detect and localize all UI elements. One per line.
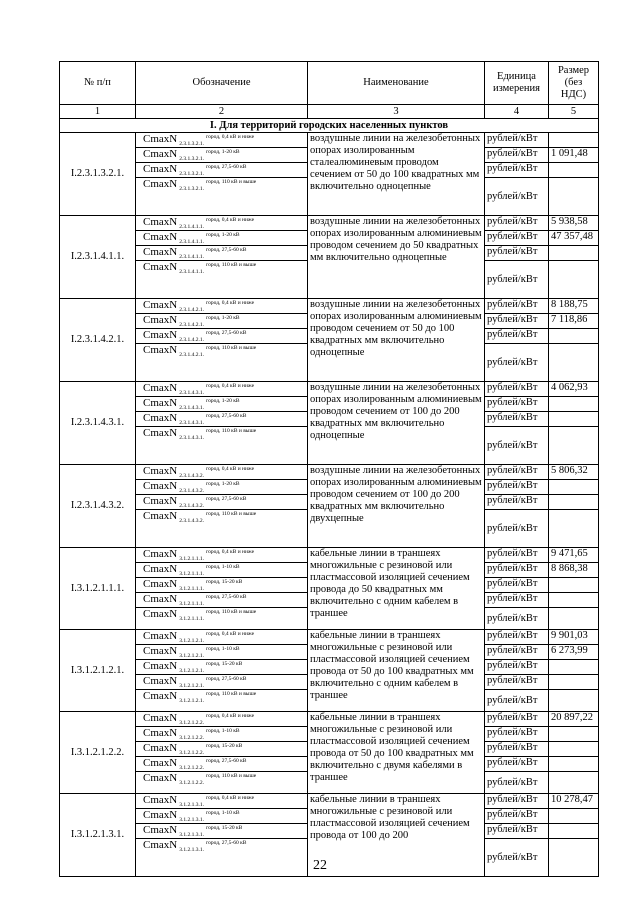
column-number: 2: [136, 105, 308, 119]
tariff-table-body: [60, 62, 599, 877]
designation-superscript: город, 0,4 кВ и ниже: [205, 549, 255, 555]
designation-cell: [136, 824, 308, 839]
designation-subscript: 3.1.2.1.1.1.: [179, 556, 204, 562]
designation-subscript: 2.3.1.3.2.1.: [179, 171, 204, 177]
column-number-row: [60, 105, 599, 119]
unit-cell: рублей/кВт: [485, 809, 549, 824]
value-cell: [549, 675, 599, 690]
unit-cell: рублей/кВт: [485, 742, 549, 757]
designation-cell: [136, 465, 308, 480]
designation-cell: [136, 495, 308, 510]
designation-cell: [136, 216, 308, 231]
designation-superscript: город, 110 кВ и выше: [205, 609, 257, 615]
designation-superscript: город, 0,4 кВ и ниже: [205, 631, 255, 637]
designation-base: CmaxN: [143, 246, 178, 258]
designation-subscript: 2.3.1.4.3.1.: [179, 420, 204, 426]
value-cell: [549, 246, 599, 261]
header-name: Наименование: [308, 62, 485, 105]
value-cell: [549, 261, 599, 299]
designation-superscript: город, 110 кВ и выше: [205, 773, 257, 779]
unit-cell: рублей/кВт: [485, 839, 549, 877]
designation-subscript: 2.3.1.4.1.1.: [179, 269, 204, 275]
designation-superscript: город, 110 кВ и выше: [205, 691, 257, 697]
designation-subscript: 2.3.1.4.1.1.: [179, 224, 204, 230]
designation-superscript: город, 1-20 кВ: [205, 481, 240, 487]
designation-superscript: город, 15-20 кВ: [205, 743, 243, 749]
designation-base: CmaxN: [143, 675, 178, 687]
unit-cell: рублей/кВт: [485, 480, 549, 495]
designation-base: CmaxN: [143, 261, 178, 273]
designation-subscript: 2.3.1.4.1.1.: [179, 239, 204, 245]
designation-base: CmaxN: [143, 660, 178, 672]
item-name: кабельные линии в траншеях многожильные с резиновой или пластмассовой изоляцией сечением провода от 100 до 200: [308, 794, 485, 877]
unit-cell: рублей/кВт: [485, 563, 549, 578]
designation-subscript: 3.1.2.1.2.1.: [179, 653, 204, 659]
unit-cell: рублей/кВт: [485, 608, 549, 630]
designation-base: CmaxN: [143, 397, 178, 409]
header-number: № п/п: [60, 62, 136, 105]
designation-cell: [136, 314, 308, 329]
designation-superscript: город, 27,5-60 кВ: [205, 330, 247, 336]
value-cell: [549, 757, 599, 772]
designation-cell: [136, 645, 308, 660]
unit-cell: рублей/кВт: [485, 794, 549, 809]
designation-subscript: 2.3.1.4.3.2.: [179, 488, 204, 494]
value-cell: [549, 397, 599, 412]
designation-superscript: город, 1-10 кВ: [205, 728, 240, 734]
unit-cell: рублей/кВт: [485, 824, 549, 839]
header-designation: Обозначение: [136, 62, 308, 105]
designation-superscript: город, 1-20 кВ: [205, 315, 240, 321]
designation-subscript: 2.3.1.4.3.2.: [179, 518, 204, 524]
designation-subscript: 3.1.2.1.1.1.: [179, 601, 204, 607]
value-cell: [549, 593, 599, 608]
designation-superscript: город, 0,4 кВ и ниже: [205, 713, 255, 719]
unit-cell: рублей/кВт: [485, 727, 549, 742]
designation-subscript: 2.3.1.4.2.1.: [179, 352, 204, 358]
unit-cell: рублей/кВт: [485, 690, 549, 712]
column-number: 5: [549, 105, 599, 119]
designation-cell: [136, 133, 308, 148]
item-code: I.2.3.1.4.3.2.: [60, 465, 136, 548]
designation-subscript: 3.1.2.1.2.2.: [179, 735, 204, 741]
item-name: воздушные линии на железобетонных опорах изолированным алюминиевым проводом сечением от 100 до 200 квадратных мм включительно двухцепные: [308, 465, 485, 548]
designation-base: CmaxN: [143, 178, 178, 190]
designation-superscript: город, 110 кВ и выше: [205, 345, 257, 351]
designation-superscript: город, 27,5-60 кВ: [205, 413, 247, 419]
table-row: [60, 630, 599, 645]
designation-superscript: город, 110 кВ и выше: [205, 179, 257, 185]
designation-cell: [136, 299, 308, 314]
designation-superscript: город, 110 кВ и выше: [205, 511, 257, 517]
value-cell: [549, 578, 599, 593]
designation-subscript: 2.3.1.4.3.2.: [179, 473, 204, 479]
table-row: [60, 465, 599, 480]
designation-cell: [136, 593, 308, 608]
designation-subscript: 3.1.2.1.2.2.: [179, 720, 204, 726]
designation-subscript: 2.3.1.3.2.1.: [179, 156, 204, 162]
designation-cell: [136, 231, 308, 246]
designation-superscript: город, 27,5-60 кВ: [205, 247, 247, 253]
value-cell: [549, 772, 599, 794]
designation-superscript: город, 27,5-60 кВ: [205, 164, 247, 170]
designation-subscript: 3.1.2.1.2.1.: [179, 668, 204, 674]
designation-superscript: город, 0,4 кВ и ниже: [205, 134, 255, 140]
designation-cell: [136, 809, 308, 824]
value-cell: 5 938,58: [549, 216, 599, 231]
value-cell: 20 897,22: [549, 712, 599, 727]
value-cell: 8 868,38: [549, 563, 599, 578]
item-name: воздушные линии на железобетонных опорах изолированным сталеалюминевым проводом сечением от 50 до 100 квадратных мм включительно одноцепные: [308, 133, 485, 216]
designation-base: CmaxN: [143, 133, 178, 145]
designation-cell: [136, 397, 308, 412]
designation-base: CmaxN: [143, 630, 178, 642]
unit-cell: рублей/кВт: [485, 397, 549, 412]
item-code: I.3.1.2.1.3.1.: [60, 794, 136, 877]
designation-superscript: город, 0,4 кВ и ниже: [205, 795, 255, 801]
designation-superscript: город, 27,5-60 кВ: [205, 594, 247, 600]
designation-subscript: 2.3.1.4.1.1.: [179, 254, 204, 260]
header-unit: Единица измерения: [485, 62, 549, 105]
designation-cell: [136, 794, 308, 809]
designation-cell: [136, 690, 308, 712]
item-code: I.2.3.1.4.2.1.: [60, 299, 136, 382]
designation-cell: [136, 548, 308, 563]
designation-superscript: город, 1-10 кВ: [205, 810, 240, 816]
unit-cell: рублей/кВт: [485, 675, 549, 690]
designation-cell: [136, 246, 308, 261]
designation-cell: [136, 261, 308, 299]
designation-subscript: 3.1.2.1.2.2.: [179, 750, 204, 756]
page-number: 22: [313, 858, 327, 873]
designation-superscript: город, 0,4 кВ и ниже: [205, 466, 255, 472]
value-cell: 9 901,03: [549, 630, 599, 645]
designation-superscript: город, 1-10 кВ: [205, 646, 240, 652]
designation-superscript: город, 0,4 кВ и ниже: [205, 383, 255, 389]
designation-base: CmaxN: [143, 772, 178, 784]
designation-base: CmaxN: [143, 299, 178, 311]
designation-cell: [136, 772, 308, 794]
table-row: [60, 216, 599, 231]
designation-superscript: город, 1-20 кВ: [205, 149, 240, 155]
unit-cell: рублей/кВт: [485, 299, 549, 314]
designation-subscript: 2.3.1.4.2.1.: [179, 322, 204, 328]
unit-cell: рублей/кВт: [485, 712, 549, 727]
designation-cell: [136, 412, 308, 427]
item-code: I.3.1.2.1.2.2.: [60, 712, 136, 794]
designation-base: CmaxN: [143, 344, 178, 356]
header-row: [60, 62, 599, 105]
unit-cell: рублей/кВт: [485, 133, 549, 148]
designation-superscript: город, 27,5-60 кВ: [205, 496, 247, 502]
designation-cell: [136, 578, 308, 593]
value-cell: [549, 344, 599, 382]
value-cell: [549, 329, 599, 344]
unit-cell: рублей/кВт: [485, 412, 549, 427]
value-cell: [549, 742, 599, 757]
value-cell: [549, 727, 599, 742]
item-name: кабельные линии в траншеях многожильные с резиновой или пластмассовой изоляцией сечением провода от 50 до 100 квадратных мм включительно с двумя кабелями в траншее: [308, 712, 485, 794]
value-cell: [549, 510, 599, 548]
designation-base: CmaxN: [143, 608, 178, 620]
item-name: воздушные линии на железобетонных опорах изолированным алюминиевым проводом сечением от 50 до 100 квадратных мм включительно одноцепные: [308, 299, 485, 382]
unit-cell: рублей/кВт: [485, 465, 549, 480]
unit-cell: рублей/кВт: [485, 427, 549, 465]
designation-cell: [136, 675, 308, 690]
designation-base: CmaxN: [143, 495, 178, 507]
designation-base: CmaxN: [143, 382, 178, 394]
designation-subscript: 2.3.1.4.3.1.: [179, 405, 204, 411]
table-row: [60, 382, 599, 397]
designation-base: CmaxN: [143, 578, 178, 590]
designation-superscript: город, 27,5-60 кВ: [205, 840, 247, 846]
section-row: [60, 119, 599, 133]
section-title: I. Для территорий городских населенных пунктов: [60, 119, 599, 133]
designation-cell: [136, 630, 308, 645]
designation-base: CmaxN: [143, 427, 178, 439]
item-code: I.3.1.2.1.2.1.: [60, 630, 136, 712]
table-row: [60, 299, 599, 314]
designation-base: CmaxN: [143, 510, 178, 522]
unit-cell: рублей/кВт: [485, 314, 549, 329]
designation-subscript: 2.3.1.3.2.1.: [179, 141, 204, 147]
designation-subscript: 2.3.1.4.3.1.: [179, 435, 204, 441]
designation-subscript: 3.1.2.1.3.1.: [179, 802, 204, 808]
designation-cell: [136, 163, 308, 178]
designation-base: CmaxN: [143, 231, 178, 243]
value-cell: [549, 824, 599, 839]
designation-base: CmaxN: [143, 563, 178, 575]
header-size: Размер (без НДС): [549, 62, 599, 105]
unit-cell: рублей/кВт: [485, 593, 549, 608]
designation-base: CmaxN: [143, 548, 178, 560]
unit-cell: рублей/кВт: [485, 178, 549, 216]
value-cell: [549, 660, 599, 675]
column-number: 1: [60, 105, 136, 119]
value-cell: [549, 608, 599, 630]
value-cell: 7 118,86: [549, 314, 599, 329]
table-row: [60, 794, 599, 809]
designation-base: CmaxN: [143, 163, 178, 175]
table-row: [60, 548, 599, 563]
designation-cell: [136, 742, 308, 757]
value-cell: [549, 480, 599, 495]
unit-cell: рублей/кВт: [485, 344, 549, 382]
designation-subscript: 3.1.2.1.3.1.: [179, 817, 204, 823]
designation-base: CmaxN: [143, 690, 178, 702]
designation-superscript: город, 1-20 кВ: [205, 232, 240, 238]
column-number: 3: [308, 105, 485, 119]
designation-cell: [136, 329, 308, 344]
unit-cell: рублей/кВт: [485, 261, 549, 299]
designation-base: CmaxN: [143, 465, 178, 477]
designation-base: CmaxN: [143, 794, 178, 806]
designation-base: CmaxN: [143, 712, 178, 724]
unit-cell: рублей/кВт: [485, 163, 549, 178]
unit-cell: рублей/кВт: [485, 772, 549, 794]
designation-superscript: город, 0,4 кВ и ниже: [205, 300, 255, 306]
item-code: I.3.1.2.1.1.1.: [60, 548, 136, 630]
designation-superscript: город, 1-10 кВ: [205, 564, 240, 570]
column-number: 4: [485, 105, 549, 119]
designation-cell: [136, 563, 308, 578]
designation-base: CmaxN: [143, 809, 178, 821]
designation-superscript: город, 0,4 кВ и ниже: [205, 217, 255, 223]
designation-superscript: город, 15-20 кВ: [205, 825, 243, 831]
designation-subscript: 3.1.2.1.3.1.: [179, 847, 204, 853]
value-cell: 6 273,99: [549, 645, 599, 660]
designation-subscript: 2.3.1.4.3.1.: [179, 390, 204, 396]
designation-cell: [136, 148, 308, 163]
item-name: кабельные линии в траншеях многожильные с резиновой или пластмассовой изоляцией сечением провода до 50 квадратных мм включительно с одним кабелем в траншее: [308, 548, 485, 630]
designation-cell: [136, 427, 308, 465]
designation-base: CmaxN: [143, 329, 178, 341]
unit-cell: рублей/кВт: [485, 548, 549, 563]
designation-superscript: город, 27,5-60 кВ: [205, 676, 247, 682]
unit-cell: рублей/кВт: [485, 246, 549, 261]
item-code: I.2.3.1.4.3.1.: [60, 382, 136, 465]
value-cell: 9 471,65: [549, 548, 599, 563]
unit-cell: рублей/кВт: [485, 495, 549, 510]
tariff-table: [59, 61, 599, 877]
designation-cell: [136, 344, 308, 382]
designation-subscript: 2.3.1.4.2.1.: [179, 307, 204, 313]
value-cell: 4 062,93: [549, 382, 599, 397]
designation-cell: [136, 727, 308, 742]
designation-cell: [136, 480, 308, 495]
unit-cell: рублей/кВт: [485, 382, 549, 397]
designation-subscript: 3.1.2.1.3.1.: [179, 832, 204, 838]
designation-subscript: 3.1.2.1.1.1.: [179, 571, 204, 577]
item-code: I.2.3.1.3.2.1.: [60, 133, 136, 216]
designation-superscript: город, 15-20 кВ: [205, 579, 243, 585]
designation-superscript: город, 110 кВ и выше: [205, 262, 257, 268]
value-cell: 10 278,47: [549, 794, 599, 809]
designation-subscript: 3.1.2.1.1.1.: [179, 586, 204, 592]
unit-cell: рублей/кВт: [485, 757, 549, 772]
designation-cell: [136, 608, 308, 630]
value-cell: [549, 690, 599, 712]
value-cell: [549, 809, 599, 824]
designation-subscript: 3.1.2.1.2.1.: [179, 638, 204, 644]
value-cell: 5 806,32: [549, 465, 599, 480]
designation-superscript: город, 15-20 кВ: [205, 661, 243, 667]
value-cell: [549, 163, 599, 178]
designation-cell: [136, 510, 308, 548]
unit-cell: рублей/кВт: [485, 216, 549, 231]
designation-subscript: 3.1.2.1.2.2.: [179, 765, 204, 771]
designation-base: CmaxN: [143, 216, 178, 228]
value-cell: 47 357,48: [549, 231, 599, 246]
table-row: [60, 712, 599, 727]
designation-cell: [136, 757, 308, 772]
unit-cell: рублей/кВт: [485, 148, 549, 163]
designation-subscript: 2.3.1.3.2.1.: [179, 186, 204, 192]
designation-cell: [136, 178, 308, 216]
designation-base: CmaxN: [143, 314, 178, 326]
unit-cell: рублей/кВт: [485, 645, 549, 660]
designation-subscript: 3.1.2.1.2.2.: [179, 780, 204, 786]
designation-base: CmaxN: [143, 824, 178, 836]
designation-base: CmaxN: [143, 839, 178, 851]
designation-base: CmaxN: [143, 593, 178, 605]
designation-superscript: город, 27,5-60 кВ: [205, 758, 247, 764]
designation-superscript: город, 1-20 кВ: [205, 398, 240, 404]
unit-cell: рублей/кВт: [485, 510, 549, 548]
table-row: [60, 133, 599, 148]
value-cell: 8 188,75: [549, 299, 599, 314]
item-name: воздушные линии на железобетонных опорах изолированным алюминиевым проводом сечением от 100 до 200 квадратных мм включительно одноцепные: [308, 382, 485, 465]
item-code: I.2.3.1.4.1.1.: [60, 216, 136, 299]
unit-cell: рублей/кВт: [485, 630, 549, 645]
designation-subscript: 3.1.2.1.1.1.: [179, 616, 204, 622]
designation-base: CmaxN: [143, 757, 178, 769]
unit-cell: рублей/кВт: [485, 329, 549, 344]
designation-base: CmaxN: [143, 742, 178, 754]
designation-subscript: 2.3.1.4.3.2.: [179, 503, 204, 509]
value-cell: [549, 495, 599, 510]
designation-subscript: 3.1.2.1.2.1.: [179, 698, 204, 704]
designation-base: CmaxN: [143, 412, 178, 424]
designation-base: CmaxN: [143, 480, 178, 492]
value-cell: [549, 412, 599, 427]
unit-cell: рублей/кВт: [485, 660, 549, 675]
designation-base: CmaxN: [143, 148, 178, 160]
designation-subscript: 3.1.2.1.2.1.: [179, 683, 204, 689]
value-cell: [549, 133, 599, 148]
unit-cell: рублей/кВт: [485, 578, 549, 593]
item-name: кабельные линии в траншеях многожильные с резиновой или пластмассовой изоляцией сечением провода от 50 до 100 квадратных мм включительно с одним кабелем в траншее: [308, 630, 485, 712]
value-cell: [549, 178, 599, 216]
designation-base: CmaxN: [143, 645, 178, 657]
designation-base: CmaxN: [143, 727, 178, 739]
value-cell: [549, 427, 599, 465]
unit-cell: рублей/кВт: [485, 231, 549, 246]
designation-superscript: город, 110 кВ и выше: [205, 428, 257, 434]
designation-subscript: 2.3.1.4.2.1.: [179, 337, 204, 343]
item-name: воздушные линии на железобетонных опорах изолированным алюминиевым проводом сечением до 50 квадратных мм включительно одноцепные: [308, 216, 485, 299]
value-cell: 1 091,48: [549, 148, 599, 163]
designation-cell: [136, 660, 308, 675]
designation-cell: [136, 382, 308, 397]
designation-cell: [136, 712, 308, 727]
